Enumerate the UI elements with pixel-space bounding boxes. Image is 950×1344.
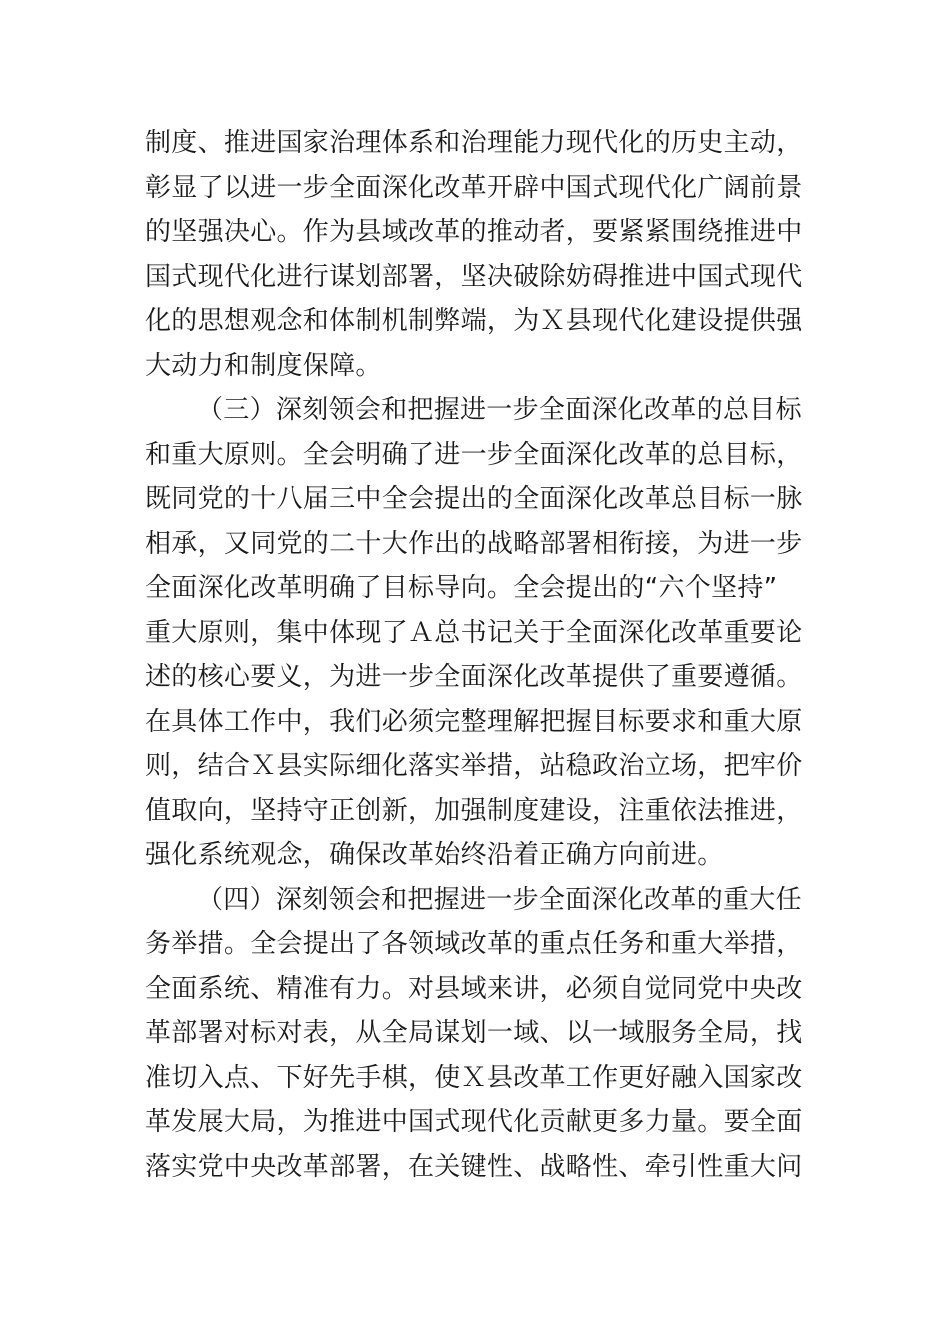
- text-line: 务举措。全会提出了各领域改革的重点任务和重大举措，: [145, 929, 803, 959]
- body-text: [145, 121, 803, 1189]
- text-line: 彰显了以进一步全面深化改革开辟中国式现代化广阔前景: [145, 172, 803, 203]
- text-line: 既同党的十八届三中全会提出的全面深化改革总目标一脉: [145, 484, 803, 514]
- section-heading-line: （三）深刻领会和把握进一步全面深化改革的总目标: [197, 395, 802, 425]
- text-line: 制度、推进国家治理体系和治理能力现代化的历史主动，: [145, 128, 803, 158]
- text-line: 强化系统观念，确保改革始终沿着正确方向前进。: [145, 840, 724, 870]
- text-line: 化的思想观念和体制机制弊端，为Ｘ县现代化建设提供强: [145, 306, 803, 336]
- text-line: 值取向，坚持守正创新，加强制度建设，注重依法推进，: [145, 795, 803, 826]
- text-line: 革发展大局，为推进中国式现代化贡献更多力量。要全面: [145, 1107, 803, 1137]
- text-line: 相承，又同党的二十大作出的战略部署相衔接，为进一步: [145, 528, 803, 559]
- text-line: 革部署对标对表，从全局谋划一域、以一域服务全局，找: [145, 1018, 803, 1048]
- text-line: 准切入点、下好先手棋，使Ｘ县改革工作更好融入国家改: [145, 1062, 803, 1093]
- text-line: 在具体工作中，我们必须完整理解把握目标要求和重大原: [145, 706, 803, 737]
- text-line: 重大原则，集中体现了Ａ总书记关于全面深化改革重要论: [145, 617, 803, 648]
- text-line: 落实党中央改革部署，在关键性、战略性、牵引性重大问: [145, 1151, 803, 1182]
- text-line: 述的核心要义，为进一步全面深化改革提供了重要遵循。: [145, 662, 803, 692]
- text-line: 全面系统、精准有力。对县域来讲，必须自觉同党中央改: [145, 973, 803, 1004]
- text-line: 全面深化改革明确了目标导向。全会提出的“六个坚持”: [145, 573, 778, 603]
- text-line: 则，结合Ｘ县实际细化落实举措，站稳政治立场，把牢价: [145, 751, 803, 781]
- text-line: 的坚强决心。作为县域改革的推动者，要紧紧围绕推进中: [145, 217, 803, 247]
- text-line: 大动力和制度保障。: [145, 350, 382, 381]
- text-line: 和重大原则。全会明确了进一步全面深化改革的总目标，: [145, 439, 803, 470]
- section-heading-line: （四）深刻领会和把握进一步全面深化改革的重大任: [197, 884, 802, 915]
- text-line: 国式现代化进行谋划部署，坚决破除妨碍推进中国式现代: [145, 261, 803, 292]
